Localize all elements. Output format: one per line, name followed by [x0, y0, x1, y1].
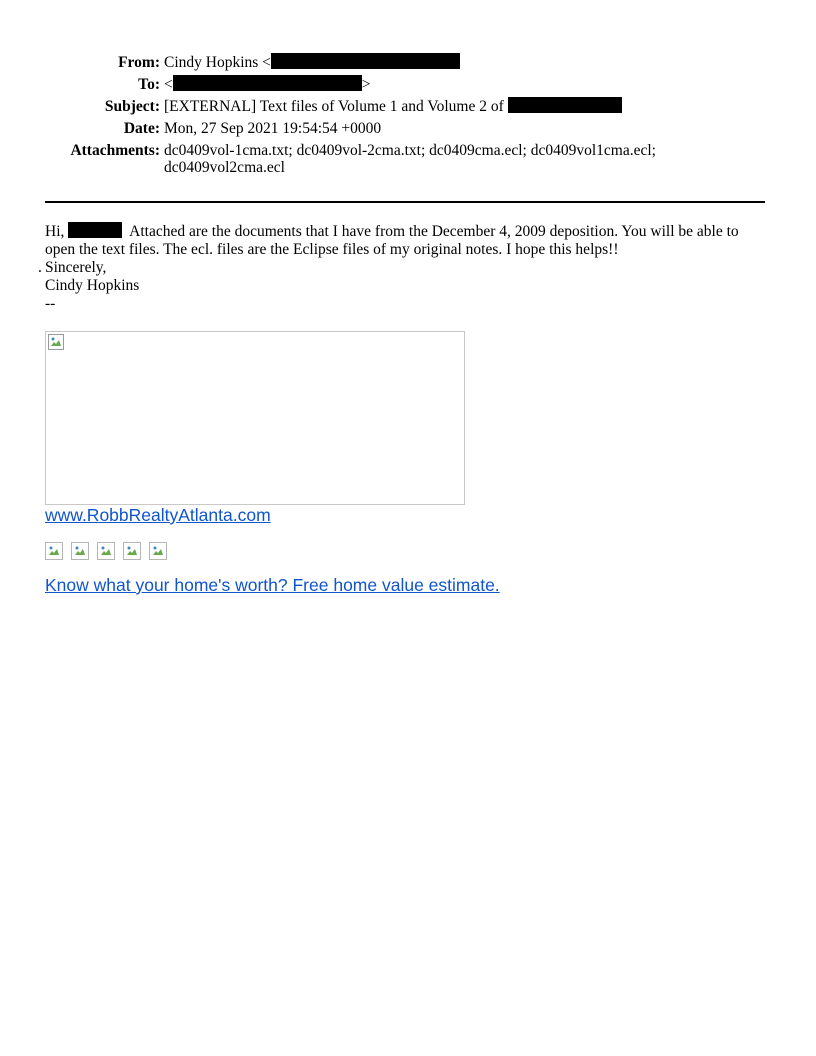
redacted-block: [508, 97, 622, 113]
social-icon-3[interactable]: [97, 542, 115, 560]
broken-image-icon: [124, 543, 140, 559]
social-icon-4[interactable]: [123, 542, 141, 560]
paragraph-text: Attached are the documents that I have from the December 4, 2009 deposition. You will be able to open the text files. The ecl. files are the Eclipse files of my original notes. I hope this helps!!: [45, 223, 739, 258]
broken-image-icon: [98, 543, 114, 559]
to-prefix: <: [164, 76, 173, 93]
signature-separator: --: [45, 295, 56, 312]
social-icon-1[interactable]: [45, 542, 63, 560]
message-paragraph: [45, 222, 770, 259]
to-row: [45, 74, 765, 96]
attachments-row: [45, 140, 765, 176]
redacted-block: [271, 53, 460, 69]
subject-value: [164, 96, 765, 118]
header-divider: [45, 201, 765, 203]
signature-banner-image: [45, 331, 465, 505]
subject-text: [EXTERNAL] Text files of Volume 1 and Volume 2 of: [164, 98, 504, 115]
from-label: From:: [118, 54, 160, 71]
to-value: [164, 74, 765, 96]
signature-name: Cindy Hopkins: [45, 277, 140, 294]
social-icon-2[interactable]: [71, 542, 89, 560]
date-label: Date:: [123, 120, 160, 137]
subject-row: [45, 96, 765, 118]
website-link[interactable]: www.RobbRealtyAtlanta.com: [45, 505, 271, 525]
greeting: Hi,: [45, 223, 65, 240]
stray-dot: .: [38, 259, 42, 276]
closing: Sincerely,: [45, 259, 107, 276]
date-value: Mon, 27 Sep 2021 19:54:54 +0000: [164, 120, 382, 137]
home-value-estimate-link[interactable]: Know what your home's worth? Free home value estimate.: [45, 575, 500, 595]
broken-image-icon: [46, 543, 62, 559]
broken-image-icon: [72, 543, 88, 559]
attachments-value: dc0409vol-1cma.txt; dc0409vol-2cma.txt; dc0409cma.ecl; dc0409vol1cma.ecl; dc0409vol2cma.ecl: [164, 142, 656, 176]
redacted-block: [173, 75, 362, 91]
message-body: [38, 222, 770, 313]
redacted-block: [68, 222, 122, 238]
from-row: [45, 52, 765, 74]
attachments-label: Attachments:: [70, 142, 160, 159]
to-suffix: >: [361, 76, 371, 93]
to-label: To:: [138, 76, 160, 93]
date-row: [45, 118, 765, 140]
social-icon-5[interactable]: [149, 542, 167, 560]
social-icons: [45, 542, 167, 560]
closing-line: [38, 259, 770, 277]
email-header: [45, 52, 765, 176]
from-value: [164, 52, 765, 74]
subject-label: Subject:: [104, 98, 160, 115]
broken-image-icon: [48, 334, 64, 350]
sender-name: Cindy Hopkins <: [164, 54, 271, 71]
broken-image-icon: [150, 543, 166, 559]
